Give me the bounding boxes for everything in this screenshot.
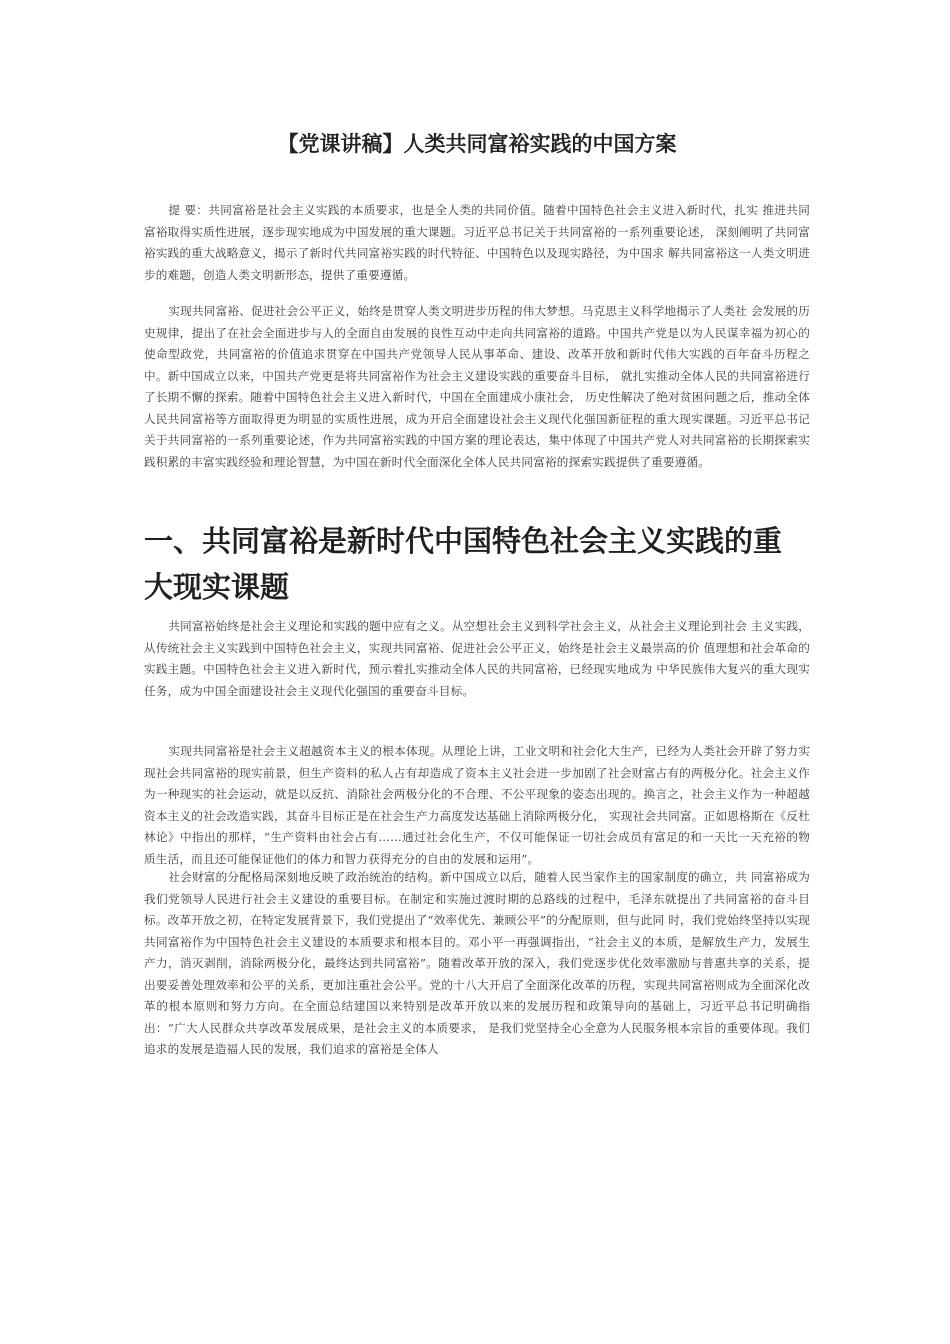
section-paragraph: 社会财富的分配格局深刻地反映了政治统治的结构。新中国成立以后，随着人民当家作主的国家制度的确立，共 同富裕成为我们党领导人民进行社会主义建设的重要目标。在制定和实施过渡时期的总路线的过程中，毛泽东就提出了共同富裕的奋斗目标。改革开放之初，在特定发展背景下，我们党提出了“效率优先、兼顾公平”的分配原则，但与此同 时，我们党始终坚持以实现共同富裕作为中国特色社会主义建设的本质要求和根本目的。邓小平一再强调指出，“社会主义的本质，是解放生产力，发展生产力，消灭剥削，消除两极分化，最终达到共同富裕”。随着改革开放的深入，我们党逐步优化效率激励与普惠共享的关系，提出要妥善处理效率和公平的关系，更加注重社会公平。党的十八大开启了全面深化改革的历程，实现共同富裕则成为全面深化改革的根本原则和努力方向。在全面总结建国以来特别是改革开放以来的发展历程和政策导向的基础上，习近平总书记明确指出：“广大人民群众共享改革发展成果，是社会主义的本质要求， 是我们党坚持全心全意为人民服务根本宗旨的重要体现。我们追求的发展是造福人民的发展，我们追求的富裕是全体人 [144, 870, 810, 1056]
section-heading: 一、共同富裕是新时代中国特色社会主义实践的重大现实课题 [144, 524, 783, 604]
intro-paragraph: 实现共同富裕、促进社会公平正义，始终是贯穿人类文明进步历程的伟大梦想。马克思主义科学地揭示了人类社 会发展的历史规律，提出了在社会全面进步与人的全面自由发展的良性互动中走向共同富裕的道路。中国共产党是以为人民谋幸福为初心的使命型政党，共同富裕的价值追求贯穿在中国共产党领导人民从事革命、建设、改革开放和新时代伟大实践的百年奋斗历程之中。新中国成立以来，中国共产党更是将共同富裕作为社会主义建设实践的重要奋斗目标， 就扎实推动全体人民的共同富裕进行了长期不懈的探索。随着中国特色社会主义进入新时代，中国在全面建成小康社会， 历史性解决了绝对贫困问题之后，推动全体人民共同富裕等方面取得更为明显的实质性进展，成为开启全面建设社会主义现代化强国新征程的重大现实课题。习近平总书记关于共同富裕的一系列重要论述，作为共同富裕实践的中国方案的理论表达，集中体现了中国共产党人对共同富裕的长期探索实践积累的丰富实践经验和理论智慧，为中国在新时代全面深化全体人民共同富裕的探索实践提供了重要遵循。 [144, 304, 810, 469]
abstract-paragraph: 提 要：共同富裕是社会主义实践的本质要求，也是全人类的共同价值。随着中国特色社会主义进入新时代，扎实 推进共同富裕取得实质性进展，逐步现实地成为中国发展的重大课题。习近平总书记关于共同富裕的一系列重要论述， 深刻阐明了共同富裕实践的重大战略意义，揭示了新时代共同富裕实践的时代特征、中国特色以及现实路径，为中国求 解共同富裕这一人类文明进步的难题，创造人类文明新形态，提供了重要遵循。 [144, 203, 810, 282]
section-paragraph: 实现共同富裕是社会主义超越资本主义的根本体现。从理论上讲，工业文明和社会化大生产，已经为人类社会开辟了努力实现社会共同富裕的现实前景，但生产资料的私人占有却造成了资本主义社会进一步加剧了社会财富占有的两极分化。社会主义作为一种现实的社会运动，就是以反抗、消除社会两极分化的不合理、不公平现象的姿态出现的。换言之，社会主义作为一种超越资本主义的社会改造实践，其奋斗目标正是在社会生产力高度发达基础上消除两极分化， 实现社会共同富。正如恩格斯在《反杜林论》中指出的那样，“生产资料由社会占有……通过社会化生产，不仅可能保证一切社会成员有富足的和一天比一天充裕的物质生活，而且还可能保证他们的体力和智力获得充分的自由的发展和运用”。 [144, 744, 810, 866]
section-paragraph: 共同富裕始终是社会主义理论和实践的题中应有之义。从空想社会主义到科学社会主义，从社会主义理论到社会 主义实践，从传统社会主义实践到中国特色社会主义，实现共同富裕、促进社会公平正义，始终是社会主义最崇高的价 值理想和社会革命的实践主题。中国特色社会主义进入新时代，预示着扎实推动全体人民的共同富裕，已经现实地成为 中华民族伟大复兴的重大现实任务，成为中国全面建设社会主义现代化强国的重要奋斗目标。 [144, 619, 810, 698]
document-title: 【党课讲稿】人类共同富裕实践的中国方案 [277, 132, 677, 156]
